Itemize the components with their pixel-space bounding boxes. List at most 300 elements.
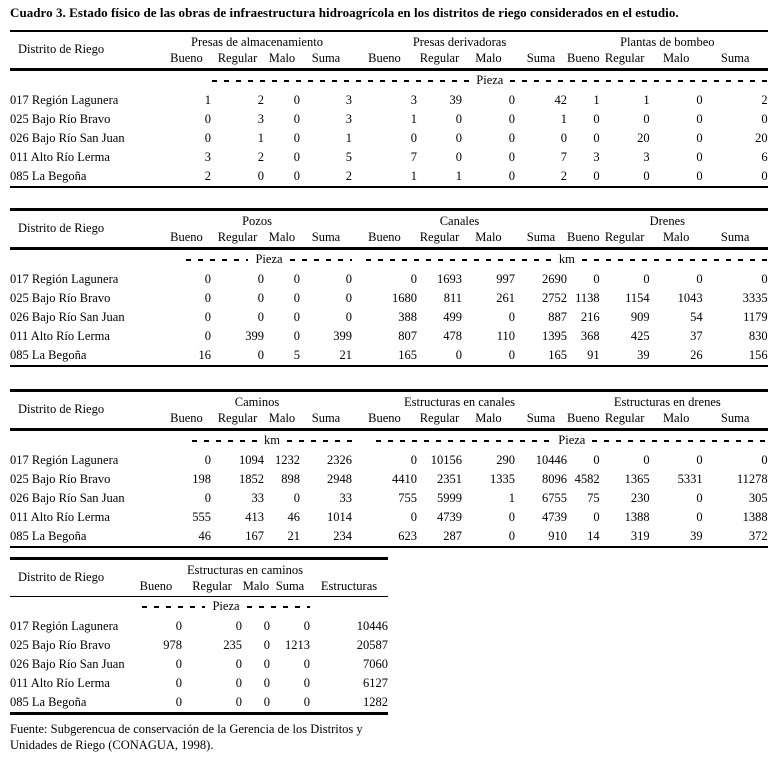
district-label: 017 Región Lagunera	[10, 618, 119, 633]
value-cell: 898	[281, 471, 300, 486]
value-cell: 7060	[363, 656, 388, 671]
table-presas-y-bombeo	[10, 30, 768, 188]
value-cell: 75	[587, 490, 600, 505]
value-cell: 0	[696, 130, 703, 145]
col-header: Malo	[475, 51, 502, 66]
value-cell: 216	[580, 309, 600, 324]
source-note	[10, 721, 768, 753]
value-cell: 1	[560, 111, 567, 126]
col-header: Suma	[275, 579, 305, 594]
value-cell: 165	[398, 347, 417, 362]
value-cell: 2	[560, 168, 567, 183]
col-header: Bueno	[170, 411, 203, 426]
value-cell: 234	[333, 528, 352, 543]
value-cell: 235	[223, 637, 242, 652]
value-cell: 413	[245, 509, 264, 524]
district-label: 011 Alto Río Lerma	[10, 149, 110, 164]
value-cell: 909	[630, 309, 650, 324]
district-label: 025 Bajo Río Bravo	[10, 111, 111, 126]
dash-line	[510, 80, 767, 82]
value-cell: 305	[748, 490, 768, 505]
value-cell: 0	[761, 452, 768, 467]
value-cell: 910	[548, 528, 567, 543]
value-cell: 0	[257, 290, 264, 305]
col-header: Bueno	[368, 411, 401, 426]
value-cell: 0	[235, 656, 242, 671]
value-cell: 0	[303, 618, 310, 633]
value-cell: 1388	[742, 509, 768, 524]
value-cell: 42	[554, 92, 567, 107]
value-cell: 0	[345, 290, 352, 305]
value-cell: 2	[257, 149, 264, 164]
col-header: Regular	[419, 411, 460, 426]
table-row	[10, 451, 768, 470]
value-cell: 1365	[624, 471, 650, 486]
col-header: Suma	[720, 51, 750, 66]
value-cell: 425	[630, 328, 650, 343]
unit-label: Pieza	[212, 599, 240, 614]
value-cell: 5331	[677, 471, 703, 486]
district-label: 085 La Begoña	[10, 347, 87, 362]
unit-label: Pieza	[476, 73, 504, 88]
value-cell: 3	[345, 111, 352, 126]
spacer-cell	[10, 249, 162, 271]
units-cell	[162, 430, 352, 452]
value-cell: 1693	[437, 271, 462, 286]
value-cell: 1154	[625, 290, 650, 305]
value-cell: 0	[175, 694, 182, 709]
district-label: 011 Alto Río Lerma	[10, 675, 110, 690]
district-label: 085 La Begoña	[10, 528, 87, 543]
table-row	[10, 110, 768, 129]
source-note-line: Unidades de Riego (CONAGUA, 1998).	[10, 738, 214, 752]
value-cell: 0	[643, 111, 650, 126]
value-cell: 0	[175, 618, 182, 633]
value-cell: 0	[643, 168, 650, 183]
group-header: Caminos	[234, 395, 280, 410]
value-cell: 0	[455, 347, 462, 362]
spacer-cell	[10, 597, 130, 618]
group-header: Drenes	[649, 214, 686, 229]
value-cell: 0	[293, 168, 300, 183]
value-cell: 499	[443, 309, 462, 324]
value-cell: 167	[245, 528, 264, 543]
value-cell: 0	[235, 675, 242, 690]
value-cell: 1	[257, 130, 264, 145]
value-cell: 0	[204, 271, 211, 286]
group-header: Presas de almacenamiento	[191, 35, 323, 50]
value-cell: 1138	[575, 290, 600, 305]
col-header: Suma	[311, 51, 341, 66]
col-header: Malo	[268, 230, 296, 245]
value-cell: 3	[257, 111, 264, 126]
units-row	[10, 249, 768, 271]
value-cell: 0	[696, 92, 703, 107]
value-cell: 7	[410, 149, 417, 164]
table-caminos-estructuras	[10, 389, 768, 548]
col-header: Regular	[604, 51, 645, 66]
value-cell: 4410	[392, 471, 417, 486]
value-cell: 0	[410, 509, 417, 524]
district-label: 011 Alto Río Lerma	[10, 509, 110, 524]
dash-line	[192, 440, 257, 442]
value-cell: 0	[204, 309, 211, 324]
table-row	[10, 327, 768, 346]
value-cell: 1232	[275, 452, 300, 467]
dash-line	[582, 259, 768, 261]
col-header: Malo	[242, 579, 270, 594]
value-cell: 1335	[490, 471, 515, 486]
value-cell: 388	[398, 309, 417, 324]
col-header: Bueno	[368, 51, 401, 66]
value-cell: 2	[761, 92, 768, 107]
value-cell: 1680	[392, 290, 417, 305]
value-cell: 0	[293, 149, 300, 164]
value-cell: 0	[204, 130, 211, 145]
table-row	[10, 527, 768, 547]
value-cell: 21	[287, 528, 300, 543]
district-label: 025 Bajo Río Bravo	[10, 637, 111, 652]
value-cell: 0	[204, 452, 211, 467]
group-header: Estructuras en caminos	[187, 563, 303, 578]
col-header: Regular	[217, 411, 258, 426]
value-cell: 1	[204, 92, 211, 107]
value-cell: 21	[339, 347, 352, 362]
value-cell: 0	[410, 452, 417, 467]
value-cell: 368	[580, 328, 600, 343]
table-row	[10, 470, 768, 489]
value-cell: 2752	[542, 290, 567, 305]
district-label: 017 Región Lagunera	[10, 271, 119, 286]
unit-label: Pieza	[255, 252, 283, 267]
col-header: Suma	[311, 230, 341, 245]
value-cell: 26	[690, 347, 703, 362]
value-cell: 0	[508, 130, 515, 145]
value-cell: 0	[293, 111, 300, 126]
unit-label: km	[264, 433, 280, 448]
value-cell: 0	[263, 675, 270, 690]
value-cell: 0	[508, 149, 515, 164]
value-cell: 8096	[542, 471, 567, 486]
table-caption: Cuadro 3. Estado físico de las obras de infraestructura hidroagrícola en los distritos de riego considerados en el estudio.	[10, 5, 679, 20]
value-cell: 0	[257, 309, 264, 324]
value-cell: 0	[175, 675, 182, 690]
value-cell: 0	[508, 111, 515, 126]
value-cell: 5	[293, 347, 300, 362]
value-cell: 0	[593, 452, 600, 467]
value-cell: 0	[410, 130, 417, 145]
value-cell: 2	[257, 92, 264, 107]
value-cell: 10446	[356, 618, 388, 633]
value-cell: 0	[696, 509, 703, 524]
value-cell: 0	[204, 490, 211, 505]
value-cell: 623	[398, 528, 417, 543]
value-cell: 0	[761, 168, 768, 183]
value-cell: 0	[508, 347, 515, 362]
col-header: Bueno	[567, 230, 600, 245]
value-cell: 0	[643, 271, 650, 286]
value-cell: 0	[263, 656, 270, 671]
value-cell: 10446	[535, 452, 567, 467]
value-cell: 4582	[574, 471, 600, 486]
table-row	[10, 617, 388, 636]
col-header: Malo	[662, 51, 690, 66]
group-header: Estructuras en canales	[403, 395, 516, 410]
dash-line	[247, 606, 310, 608]
value-cell: 3	[643, 149, 650, 164]
value-cell: 0	[204, 328, 211, 343]
dash-line	[366, 259, 552, 261]
value-cell: 1282	[363, 694, 388, 709]
value-cell: 0	[761, 111, 768, 126]
value-cell: 33	[251, 490, 264, 505]
value-cell: 1388	[624, 509, 650, 524]
unit-label: Pieza	[558, 433, 586, 448]
value-cell: 0	[593, 130, 600, 145]
value-cell: 0	[508, 528, 515, 543]
value-cell: 399	[245, 328, 264, 343]
value-cell: 2326	[327, 452, 352, 467]
group-header: Pozos	[242, 214, 272, 229]
value-cell: 1395	[542, 328, 567, 343]
value-cell: 0	[293, 309, 300, 324]
group-header-row	[10, 210, 768, 230]
value-cell: 0	[455, 149, 462, 164]
col-header: Suma	[526, 51, 556, 66]
col-header: Bueno	[567, 51, 600, 66]
value-cell: 0	[257, 347, 264, 362]
value-cell: 0	[263, 694, 270, 709]
col-header: Suma	[720, 411, 750, 426]
value-cell: 0	[293, 290, 300, 305]
table-row	[10, 674, 388, 693]
dash-line	[186, 259, 248, 261]
district-label: 085 La Begoña	[10, 168, 87, 183]
units-cell	[352, 249, 768, 271]
group-header-row	[10, 391, 768, 411]
value-cell: 198	[192, 471, 211, 486]
table-row	[10, 270, 768, 289]
units-row	[10, 597, 388, 618]
col-header: Bueno	[368, 230, 401, 245]
value-cell: 0	[345, 271, 352, 286]
district-label: 025 Bajo Río Bravo	[10, 290, 111, 305]
value-cell: 46	[287, 509, 300, 524]
value-cell: 3	[593, 149, 600, 164]
value-cell: 399	[333, 328, 352, 343]
value-cell: 830	[748, 328, 768, 343]
value-cell: 0	[257, 271, 264, 286]
col-header: Regular	[217, 230, 258, 245]
value-cell: 1043	[677, 290, 703, 305]
col-header: Suma	[311, 411, 341, 426]
value-cell: 0	[593, 271, 600, 286]
source-note-line: Fuente: Subgerencua de conservación de la Gerencia de los Distritos y	[10, 722, 363, 736]
group-header: Estructuras en drenes	[613, 395, 721, 410]
col-header: Suma	[526, 230, 556, 245]
col-header: Regular	[604, 230, 645, 245]
value-cell: 4739	[542, 509, 567, 524]
col-header: Bueno	[567, 411, 600, 426]
value-cell: 5999	[437, 490, 462, 505]
table-row	[10, 308, 768, 327]
value-cell: 0	[293, 328, 300, 343]
value-cell: 1	[455, 168, 462, 183]
value-cell: 0	[761, 271, 768, 286]
col-header: Malo	[268, 51, 296, 66]
value-cell: 555	[192, 509, 211, 524]
table-row	[10, 167, 768, 187]
value-cell: 14	[587, 528, 600, 543]
value-cell: 39	[690, 528, 703, 543]
units-row	[10, 70, 768, 92]
value-cell: 0	[696, 168, 703, 183]
value-cell: 6	[761, 149, 768, 164]
units-cell	[352, 430, 768, 452]
value-cell: 1	[345, 130, 352, 145]
value-cell: 0	[696, 490, 703, 505]
value-cell: 319	[630, 528, 650, 543]
row-header-cell: Distrito de Riego	[18, 221, 105, 236]
value-cell: 2948	[327, 471, 352, 486]
table-estructuras-en-caminos	[10, 557, 388, 715]
value-cell: 0	[293, 271, 300, 286]
value-cell: 887	[548, 309, 567, 324]
col-header: Regular	[419, 230, 460, 245]
district-label: 026 Bajo Río San Juan	[10, 490, 125, 505]
value-cell: 0	[696, 149, 703, 164]
table-row	[10, 636, 388, 655]
value-cell: 1852	[239, 471, 264, 486]
table-pozos-canales-drenes	[10, 208, 768, 367]
value-cell: 54	[690, 309, 703, 324]
table-row	[10, 91, 768, 110]
value-cell: 0	[345, 309, 352, 324]
units-cell	[162, 249, 352, 271]
table-row	[10, 129, 768, 148]
dash-line	[212, 80, 469, 82]
value-cell: 0	[257, 168, 264, 183]
value-cell: 11278	[736, 471, 768, 486]
value-cell: 165	[548, 347, 567, 362]
value-cell: 287	[443, 528, 462, 543]
district-label: 017 Región Lagunera	[10, 452, 119, 467]
value-cell: 0	[303, 675, 310, 690]
value-cell: 20587	[356, 637, 388, 652]
value-cell: 0	[293, 130, 300, 145]
value-cell: 261	[496, 290, 515, 305]
value-cell: 37	[690, 328, 703, 343]
value-cell: 2	[345, 168, 352, 183]
row-header-cell: Distrito de Riego	[18, 570, 105, 585]
group-header: Presas derivadoras	[412, 35, 507, 50]
value-cell: 0	[204, 290, 211, 305]
dash-line	[142, 606, 205, 608]
value-cell: 978	[163, 637, 182, 652]
value-cell: 0	[293, 490, 300, 505]
value-cell: 0	[696, 111, 703, 126]
col-header: Malo	[475, 230, 502, 245]
spacer-cell	[10, 70, 162, 92]
value-cell: 0	[508, 92, 515, 107]
group-header: Plantas de bombeo	[620, 35, 715, 50]
value-cell: 3	[345, 92, 352, 107]
value-cell: 0	[508, 509, 515, 524]
value-cell: 6755	[542, 490, 567, 505]
col-header: Malo	[662, 230, 690, 245]
value-cell: 811	[443, 290, 462, 305]
dash-line	[376, 440, 551, 442]
group-header-row	[10, 31, 768, 50]
col-header: Bueno	[170, 51, 203, 66]
col-header: Bueno	[139, 579, 173, 594]
value-cell: 20	[755, 130, 768, 145]
value-cell: 0	[455, 111, 462, 126]
col-header: Suma	[720, 230, 750, 245]
value-cell: 0	[593, 168, 600, 183]
value-cell: 3335	[742, 290, 768, 305]
district-label: 011 Alto Río Lerma	[10, 328, 110, 343]
col-header: Malo	[475, 411, 502, 426]
value-cell: 0	[508, 168, 515, 183]
row-header-cell: Distrito de Riego	[18, 402, 105, 417]
row-header-cell: Distrito de Riego	[18, 42, 105, 57]
value-cell: 46	[198, 528, 211, 543]
col-header: Malo	[662, 411, 690, 426]
value-cell: 0	[560, 130, 567, 145]
value-cell: 1014	[327, 509, 352, 524]
dash-line	[287, 440, 352, 442]
col-header: Estructuras	[320, 579, 378, 594]
value-cell: 0	[696, 271, 703, 286]
value-cell: 0	[204, 111, 211, 126]
group-header-row	[10, 559, 388, 579]
value-cell: 156	[748, 347, 768, 362]
units-row	[10, 430, 768, 452]
value-cell: 2	[204, 168, 211, 183]
value-cell: 3	[204, 149, 211, 164]
district-label: 085 La Begoña	[10, 694, 87, 709]
table-row	[10, 148, 768, 167]
table-row	[10, 489, 768, 508]
spacer-cell	[310, 559, 388, 579]
value-cell: 372	[748, 528, 768, 543]
spacer-cell	[10, 430, 162, 452]
district-label: 025 Bajo Río Bravo	[10, 471, 111, 486]
value-cell: 33	[339, 490, 352, 505]
value-cell: 1	[410, 111, 417, 126]
table-row	[10, 655, 388, 674]
table-row	[10, 508, 768, 527]
col-header: Regular	[192, 579, 232, 594]
value-cell: 110	[496, 328, 515, 343]
value-cell: 0	[235, 694, 242, 709]
value-cell: 807	[398, 328, 417, 343]
district-label: 026 Bajo Río San Juan	[10, 656, 125, 671]
value-cell: 6127	[363, 675, 388, 690]
value-cell: 16	[198, 347, 211, 362]
value-cell: 39	[449, 92, 462, 107]
value-cell: 0	[593, 111, 600, 126]
district-label: 026 Bajo Río San Juan	[10, 309, 125, 324]
value-cell: 478	[443, 328, 462, 343]
value-cell: 1179	[743, 309, 768, 324]
units-cell	[130, 597, 310, 618]
value-cell: 1	[410, 168, 417, 183]
col-header: Suma	[526, 411, 556, 426]
value-cell: 1094	[239, 452, 264, 467]
group-header: Canales	[439, 214, 480, 229]
